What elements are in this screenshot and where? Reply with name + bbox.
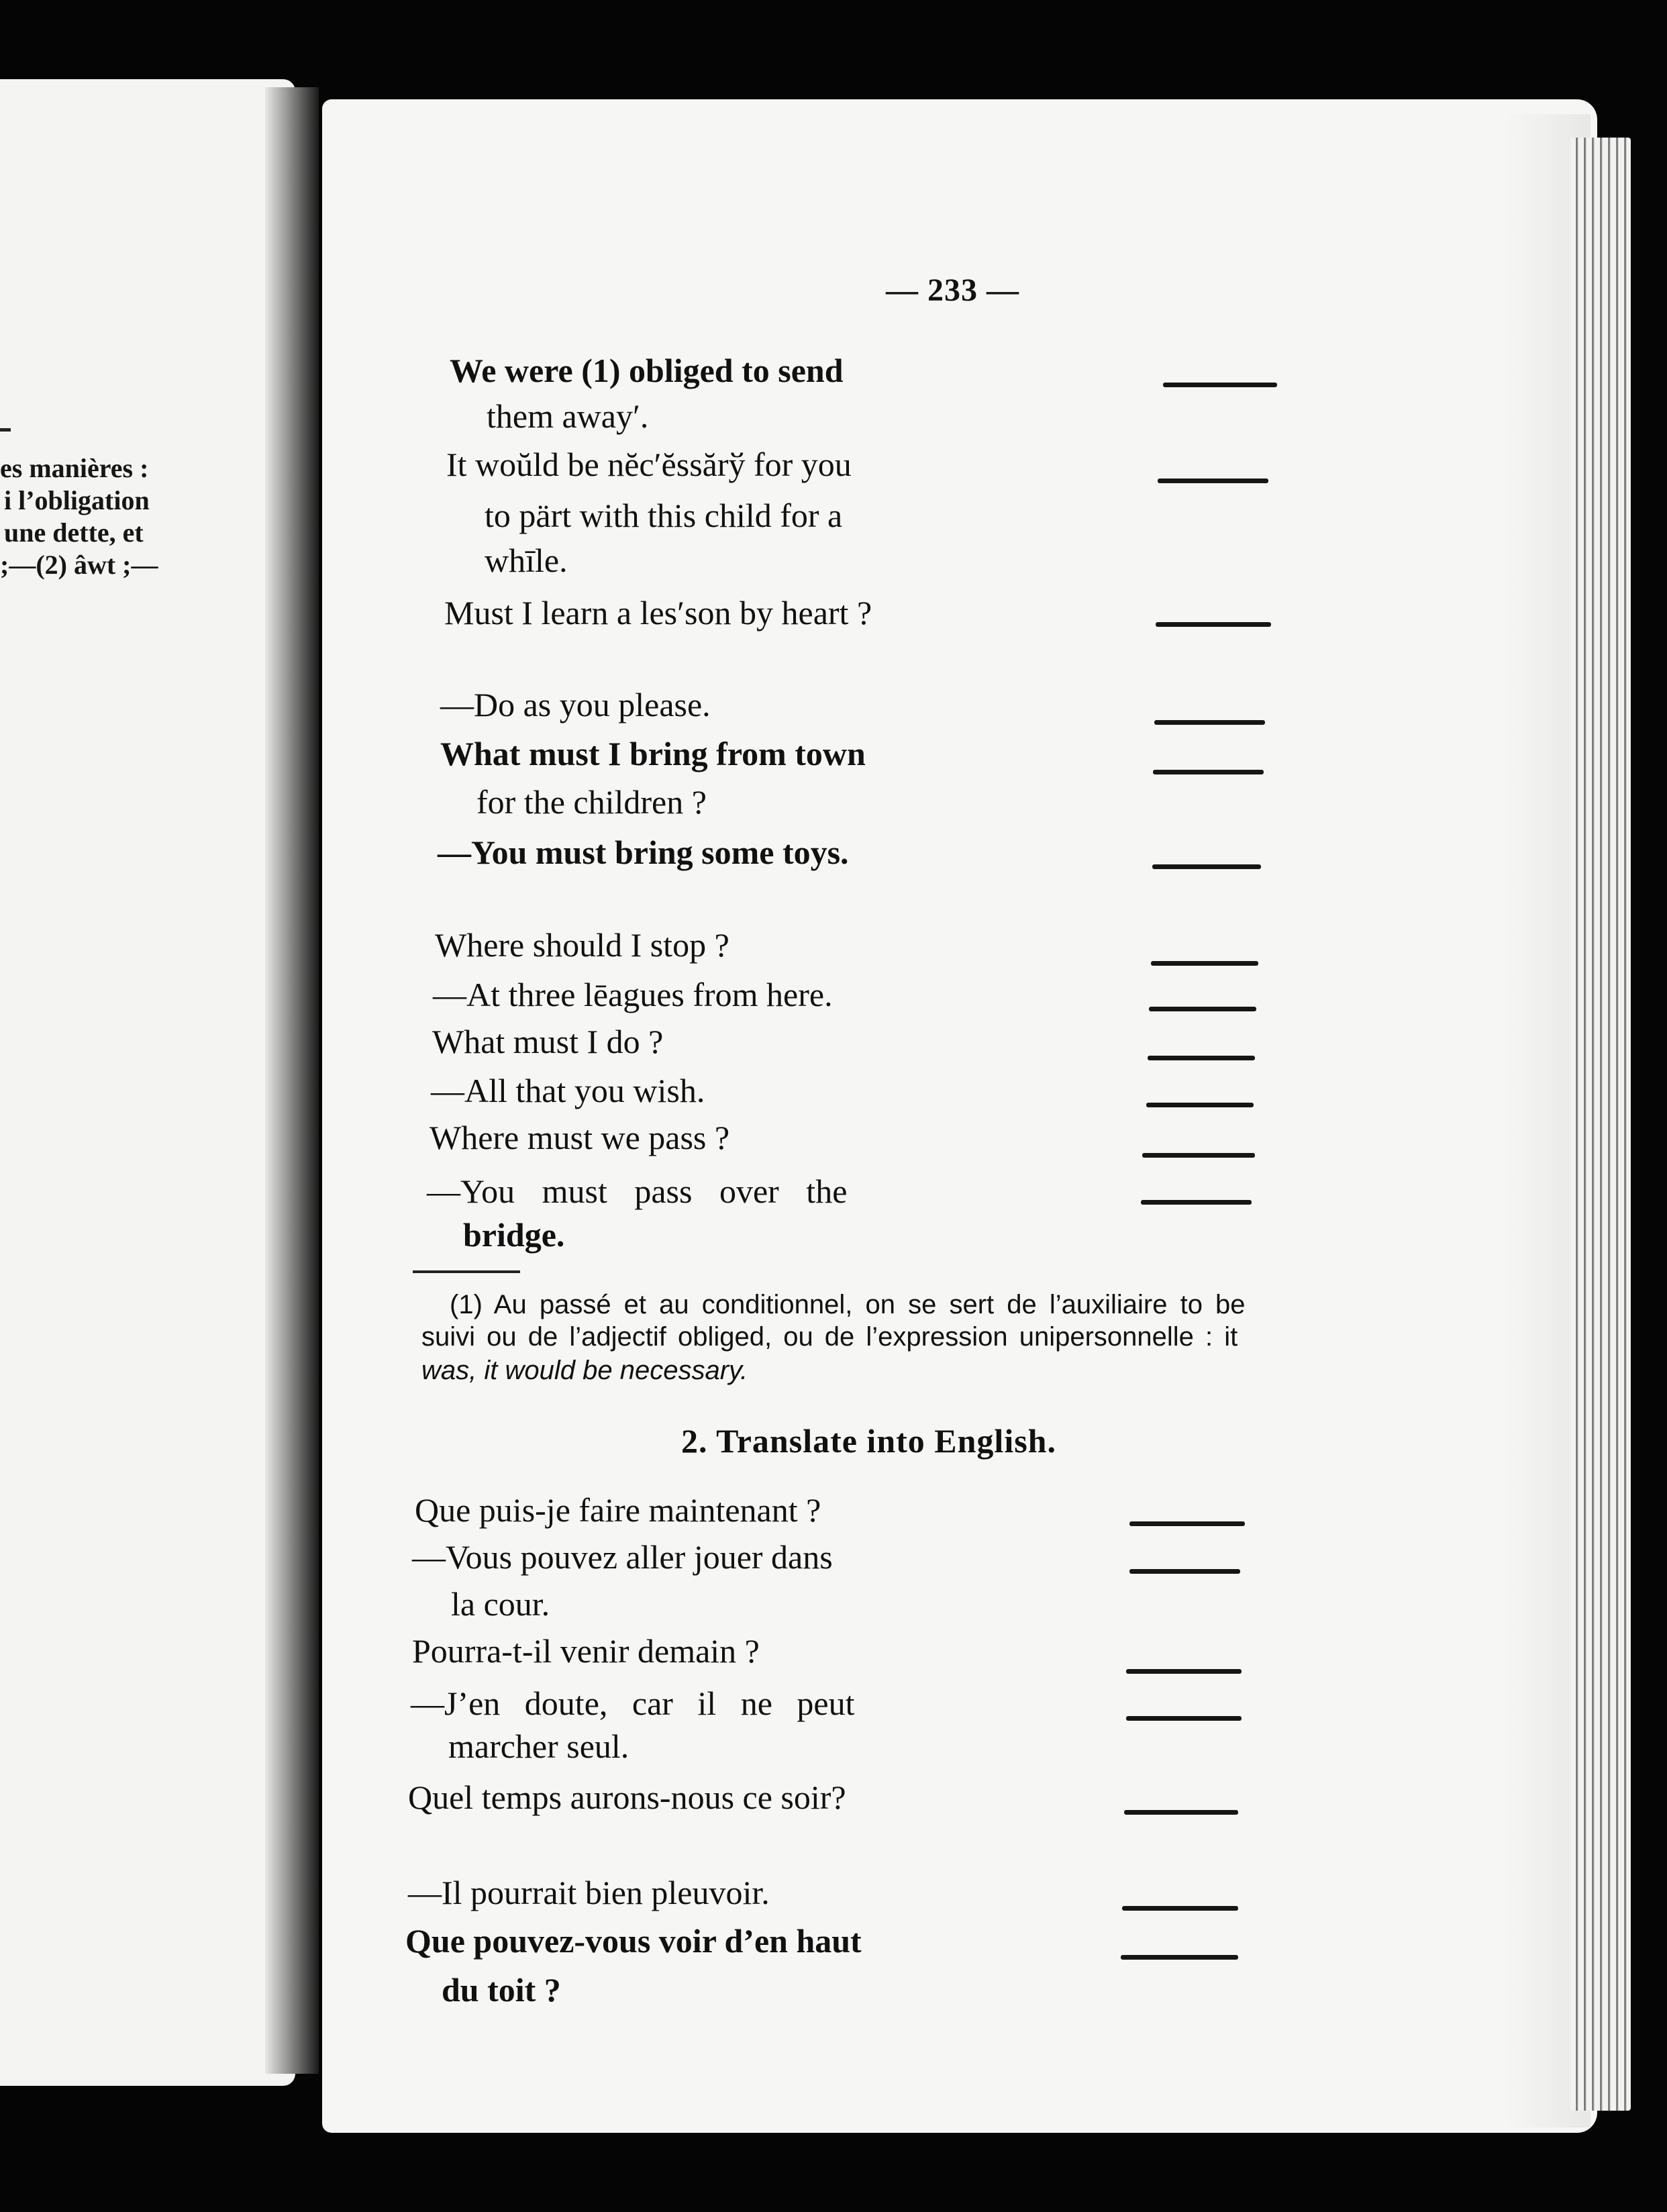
answer-blank[interactable] <box>1149 1007 1256 1011</box>
exercise-line: whīle. <box>485 542 568 579</box>
book-gutter <box>265 87 319 2074</box>
translate-line: Que pouvez-vous voir d’en haut <box>405 1922 862 1960</box>
exercise-line: for the children ? <box>476 783 707 821</box>
left-page <box>0 79 295 2086</box>
translate-line: Pourra-t-il venir demain ? <box>412 1632 760 1670</box>
answer-blank[interactable] <box>1163 383 1277 387</box>
answer-blank[interactable] <box>1129 1569 1240 1574</box>
answer-blank[interactable] <box>1154 720 1265 725</box>
exercise-line: —At three lēagues from here. <box>433 976 833 1013</box>
exercise-line: —You must pass over the <box>427 1172 848 1210</box>
exercise-line: —All that you wish. <box>431 1072 705 1109</box>
footnote-line: suivi ou de l’adjectif obliged, ou de l’expression unipersonnelle : it <box>421 1322 1238 1352</box>
answer-blank[interactable] <box>1151 961 1258 966</box>
translate-line: Quel temps aurons-nous ce soir? <box>408 1778 846 1816</box>
answer-blank[interactable] <box>1152 864 1261 869</box>
left-page-line: ;—(2) âwt ;— <box>0 550 158 580</box>
exercise-line: Where should I stop ? <box>435 926 729 964</box>
answer-blank[interactable] <box>1142 1153 1255 1158</box>
translate-line: marcher seul. <box>448 1727 629 1765</box>
page-number: — 233 — <box>886 272 1019 308</box>
translate-line: —Vous pouvez aller jouer dans <box>412 1538 833 1576</box>
footnote-rule <box>413 1270 520 1273</box>
translate-line: du toit ? <box>442 1971 561 2009</box>
answer-blank[interactable] <box>1148 1056 1255 1060</box>
exercise-line: Must I learn a les′son by heart ? <box>444 594 872 632</box>
answer-blank[interactable] <box>1129 1521 1245 1526</box>
answer-blank[interactable] <box>1146 1103 1254 1107</box>
exercise-line: —You must bring some toys. <box>438 834 849 871</box>
exercise-line: bridge. <box>463 1216 565 1254</box>
answer-blank[interactable] <box>1124 1810 1238 1815</box>
left-page-dash <box>0 428 11 432</box>
answer-blank[interactable] <box>1121 1955 1238 1960</box>
answer-blank[interactable] <box>1126 1669 1242 1674</box>
page-edges <box>1570 138 1631 2111</box>
footnote-line: was, it would be necessary. <box>421 1356 748 1385</box>
translate-line: la cour. <box>451 1585 550 1623</box>
translate-line: Que puis-je faire maintenant ? <box>415 1491 821 1529</box>
exercise-line: We were (1) obliged to send <box>450 352 844 389</box>
answer-blank[interactable] <box>1126 1716 1242 1721</box>
left-page-line: es manières : <box>0 453 149 483</box>
exercise-line: What must I bring from town <box>440 735 866 772</box>
exercise-line: —Do as you please. <box>440 686 711 723</box>
answer-blank[interactable] <box>1122 1906 1238 1911</box>
exercise-line: It woŭld be nĕc′ĕssărў for you <box>446 446 852 483</box>
exercise-line: them away′. <box>487 397 649 435</box>
answer-blank[interactable] <box>1156 622 1271 627</box>
answer-blank[interactable] <box>1153 770 1264 774</box>
left-page-line: i l’obligation <box>4 485 150 515</box>
left-page-line: une dette, et <box>4 517 144 548</box>
exercise-line: What must I do ? <box>432 1023 664 1060</box>
translate-line: —Il pourrait bien pleuvoir. <box>408 1874 770 1911</box>
translate-line: —J’en doute, car il ne peut <box>411 1685 855 1722</box>
exercise-line: Where must we pass ? <box>430 1119 730 1156</box>
exercise-line: to pärt with this child for a <box>485 497 843 534</box>
answer-blank[interactable] <box>1158 479 1268 483</box>
section-title: 2. Translate into English. <box>681 1422 1056 1460</box>
footnote-line: (1) Au passé et au conditionnel, on se sert de l’auxiliaire to be <box>450 1290 1246 1319</box>
answer-blank[interactable] <box>1141 1200 1252 1205</box>
